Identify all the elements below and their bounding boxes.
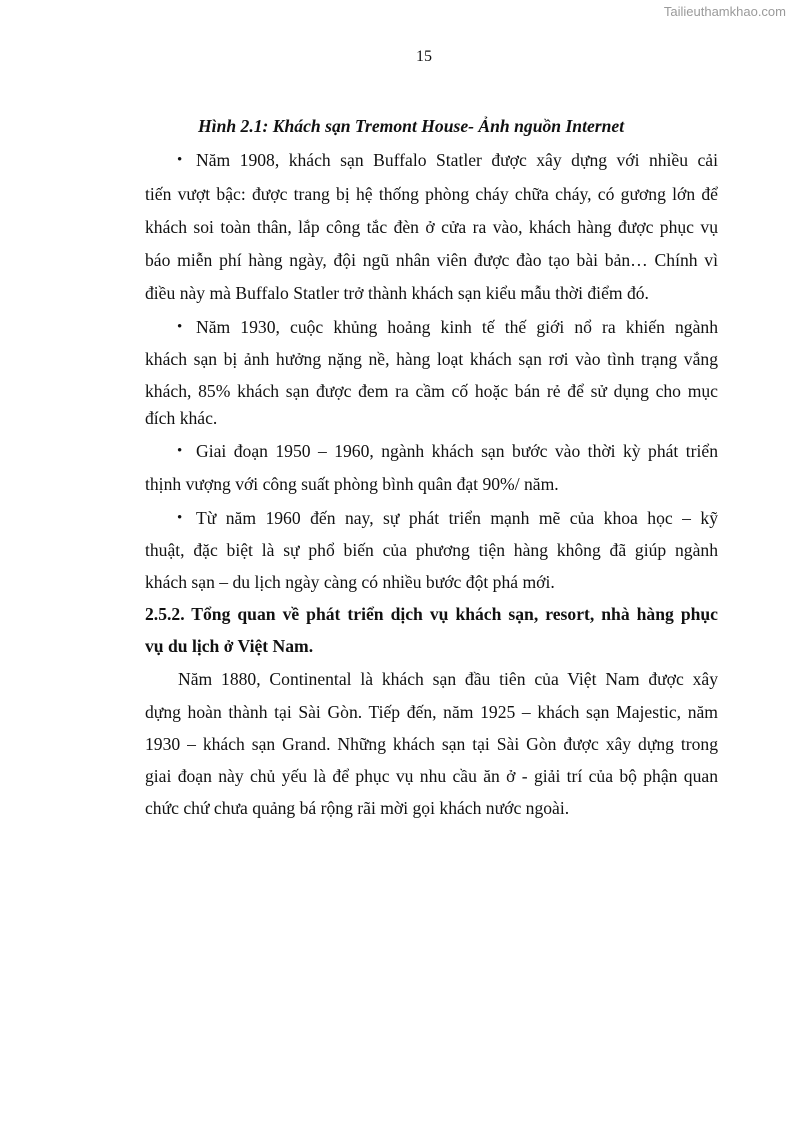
- paragraph-line: dựng hoàn thành tại Sài Gòn. Tiếp đến, năm 1925 – khách sạn Majestic, năm: [145, 702, 718, 722]
- section-heading: vụ du lịch ở Việt Nam.: [145, 636, 314, 656]
- bullet-1-line: khách soi toàn thân, lắp công tắc đèn ở cửa ra vào, khách hàng được phục vụ: [145, 217, 718, 237]
- paragraph-line: 1930 – khách sạn Grand. Những khách sạn tại Sài Gòn được xây dựng trong: [145, 734, 718, 754]
- bullet-4-line: thuật, đặc biệt là sự phổ biến của phương tiện hàng không đã giúp ngành: [145, 540, 718, 560]
- bullet-1-line: điều này mà Buffalo Statler trở thành khách sạn kiểu mẫu thời điểm đó.: [145, 283, 649, 303]
- paragraph-line: Năm 1880, Continental là khách sạn đầu tiên của Việt Nam được xây: [178, 669, 718, 689]
- bullet-1-line: báo miễn phí hàng ngày, đội ngũ nhân viên được đào tạo bài bản… Chính vì: [145, 250, 718, 270]
- bullet-icon: •: [177, 319, 183, 335]
- bullet-3-line: thịnh vượng với công suất phòng bình quân đạt 90%/ năm.: [145, 474, 559, 494]
- bullet-4-line: khách sạn – du lịch ngày càng có nhiều bước đột phá mới.: [145, 572, 555, 592]
- paragraph-line: giai đoạn này chủ yếu là để phục vụ nhu cầu ăn ở - giải trí của bộ phận quan: [145, 766, 718, 786]
- bullet-icon: •: [177, 152, 183, 168]
- bullet-3-line: Giai đoạn 1950 – 1960, ngành khách sạn bước vào thời kỳ phát triển: [196, 441, 718, 461]
- watermark: Tailieuthamkhao.com: [663, 4, 786, 19]
- bullet-4-line: Từ năm 1960 đến nay, sự phát triển mạnh mẽ của khoa học – kỹ: [196, 508, 718, 528]
- bullet-2-line: đích khác.: [145, 408, 218, 428]
- bullet-2-line: khách sạn bị ảnh hưởng nặng nề, hàng loạt khách sạn rơi vào tình trạng vắng: [145, 349, 718, 369]
- bullet-icon: •: [177, 510, 183, 526]
- paragraph-line: chức chứ chưa quảng bá rộng rãi mời gọi khách nước ngoài.: [145, 798, 570, 818]
- page-number: 15: [416, 48, 432, 65]
- bullet-2-line: khách, 85% khách sạn được đem ra cầm cố hoặc bán rẻ để sử dụng cho mục: [145, 381, 718, 401]
- figure-caption: Hình 2.1: Khách sạn Tremont House- Ảnh nguồn Internet: [198, 116, 625, 136]
- section-heading: 2.5.2. Tổng quan về phát triển dịch vụ khách sạn, resort, nhà hàng phục: [145, 604, 718, 624]
- bullet-1-line: Năm 1908, khách sạn Buffalo Statler được xây dựng với nhiều cải: [196, 150, 718, 170]
- bullet-2-line: Năm 1930, cuộc khủng hoảng kinh tế thế giới nổ ra khiến ngành: [196, 317, 718, 337]
- bullet-icon: •: [177, 443, 183, 459]
- bullet-1-line: tiến vượt bậc: được trang bị hệ thống phòng cháy chữa cháy, có gương lớn để: [145, 184, 718, 204]
